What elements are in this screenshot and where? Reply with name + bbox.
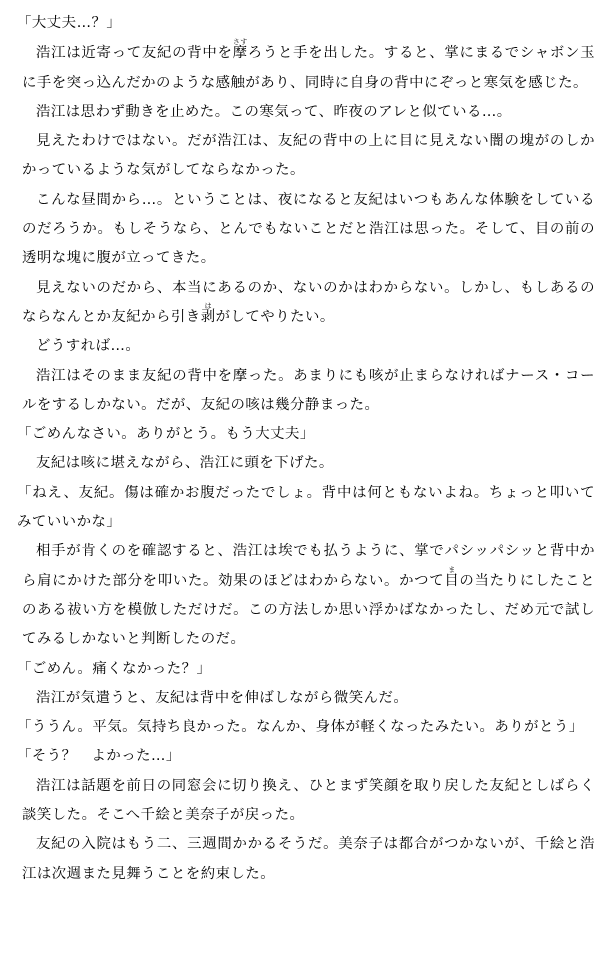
ruby-base: 目 — [444, 572, 460, 589]
narration-paragraph — [22, 830, 595, 889]
ruby-base: 摩 — [232, 45, 248, 62]
narration-paragraph — [22, 537, 595, 654]
text-segment: 浩江はそのまま友紀の背中を摩った。あまりにも咳が止まらなければナース・コールをするしかない。だが、友紀の咳は幾分静まった。 — [22, 367, 595, 413]
narration-paragraph — [22, 38, 595, 98]
dialogue-paragraph — [17, 655, 595, 684]
narration-paragraph — [22, 274, 595, 333]
ruby-annotation — [200, 301, 216, 325]
ruby-reading: ま — [444, 565, 460, 574]
narration-paragraph — [22, 186, 595, 274]
narration-paragraph — [22, 98, 595, 127]
text-segment: 浩江が気遣うと、友紀は背中を伸ばしながら微笑んだ。 — [36, 689, 409, 706]
text-segment: 浩江は思わず動きを止めた。この寒気って、昨夜のアレと似ている…。 — [36, 103, 512, 120]
narration-paragraph — [22, 772, 595, 831]
dialogue-paragraph — [17, 713, 595, 742]
text-segment: こんな昼間から…。ということは、夜になると友紀はいつもあんな体験をしているのだろうか。もしそうなら、とんでもないことだと浩江は思った。そして、目の前の透明な塊に腹が立ってきた。 — [22, 191, 595, 267]
ruby-annotation — [232, 38, 248, 62]
ruby-annotation — [444, 565, 460, 589]
text-segment: の当たりにしたことのある祓い方を模倣しただけだ。この方法しか思い浮かばなかったし、だめ元で試してみるしかないと判断したのだ。 — [22, 572, 595, 648]
text-segment: がしてやりたい。 — [215, 308, 335, 325]
text-segment: 「そう？ よかった…」 — [17, 748, 181, 765]
dialogue-paragraph — [17, 742, 595, 771]
text-segment: 「ごめん。痛くなかった？」 — [17, 660, 212, 677]
narration-paragraph — [22, 127, 595, 186]
text-segment: 友紀の入院はもう二、三週間かかるそうだ。美奈子は都合がつかないが、千絵と浩江は次週また見舞うことを約束した。 — [22, 836, 595, 882]
text-segment: 見えたわけではない。だが浩江は、友紀の背中の上に目に見えない闇の塊がのしかかっているような気がしてならなかった。 — [22, 133, 595, 179]
text-segment: 見えないのだから、本当にあるのか、ないのかはわからない。しかし、もしあるのならなんとか友紀から引き — [22, 279, 595, 325]
ruby-base: 剥 — [200, 308, 216, 325]
text-segment: 「ううん。平気。気持ち良かった。なんか、身体が軽くなったみたい。ありがとう」 — [17, 719, 584, 736]
text-segment: 「ごめんなさい。ありがとう。もう大丈夫」 — [17, 426, 315, 443]
text-segment: 浩江は話題を前日の同窓会に切り換え、ひとまず笑顔を取り戻した友紀としばらく談笑した。そこへ千絵と美奈子が戻った。 — [22, 777, 595, 824]
dialogue-paragraph — [17, 9, 595, 38]
dialogue-paragraph — [17, 420, 595, 449]
text-segment: 「ねえ、友紀。傷は確かお腹だったでしょ。背中は何ともないよね。ちょっと叩いてみていいかな」 — [17, 484, 595, 531]
text-segment: 浩江は近寄って友紀の背中を — [36, 45, 233, 62]
text-segment: ろうと手を出した。すると、掌にまるでシャボン玉に手を突っ込んだかのような感触があり、同時に自身の背中にぞっと寒気を感じた。 — [22, 45, 595, 91]
text-segment: 「大丈夫…？」 — [17, 15, 122, 31]
ruby-reading: さす — [232, 38, 248, 47]
text-segment: 相手が肯くのを確認すると、浩江は埃でも払うように、掌でパシッパシッと背中から肩にかけた部分を叩いた。効果のほどはわからない。かつて — [22, 543, 595, 589]
text-segment: 友紀は咳に堪えながら、浩江に頭を下げた。 — [36, 455, 334, 472]
narration-paragraph — [22, 684, 595, 713]
ruby-reading: は — [200, 301, 216, 310]
narration-paragraph — [22, 362, 595, 421]
text-segment: どうすれば…。 — [36, 338, 141, 355]
narration-paragraph — [22, 332, 595, 361]
narration-paragraph — [22, 449, 595, 478]
dialogue-paragraph — [17, 479, 595, 538]
